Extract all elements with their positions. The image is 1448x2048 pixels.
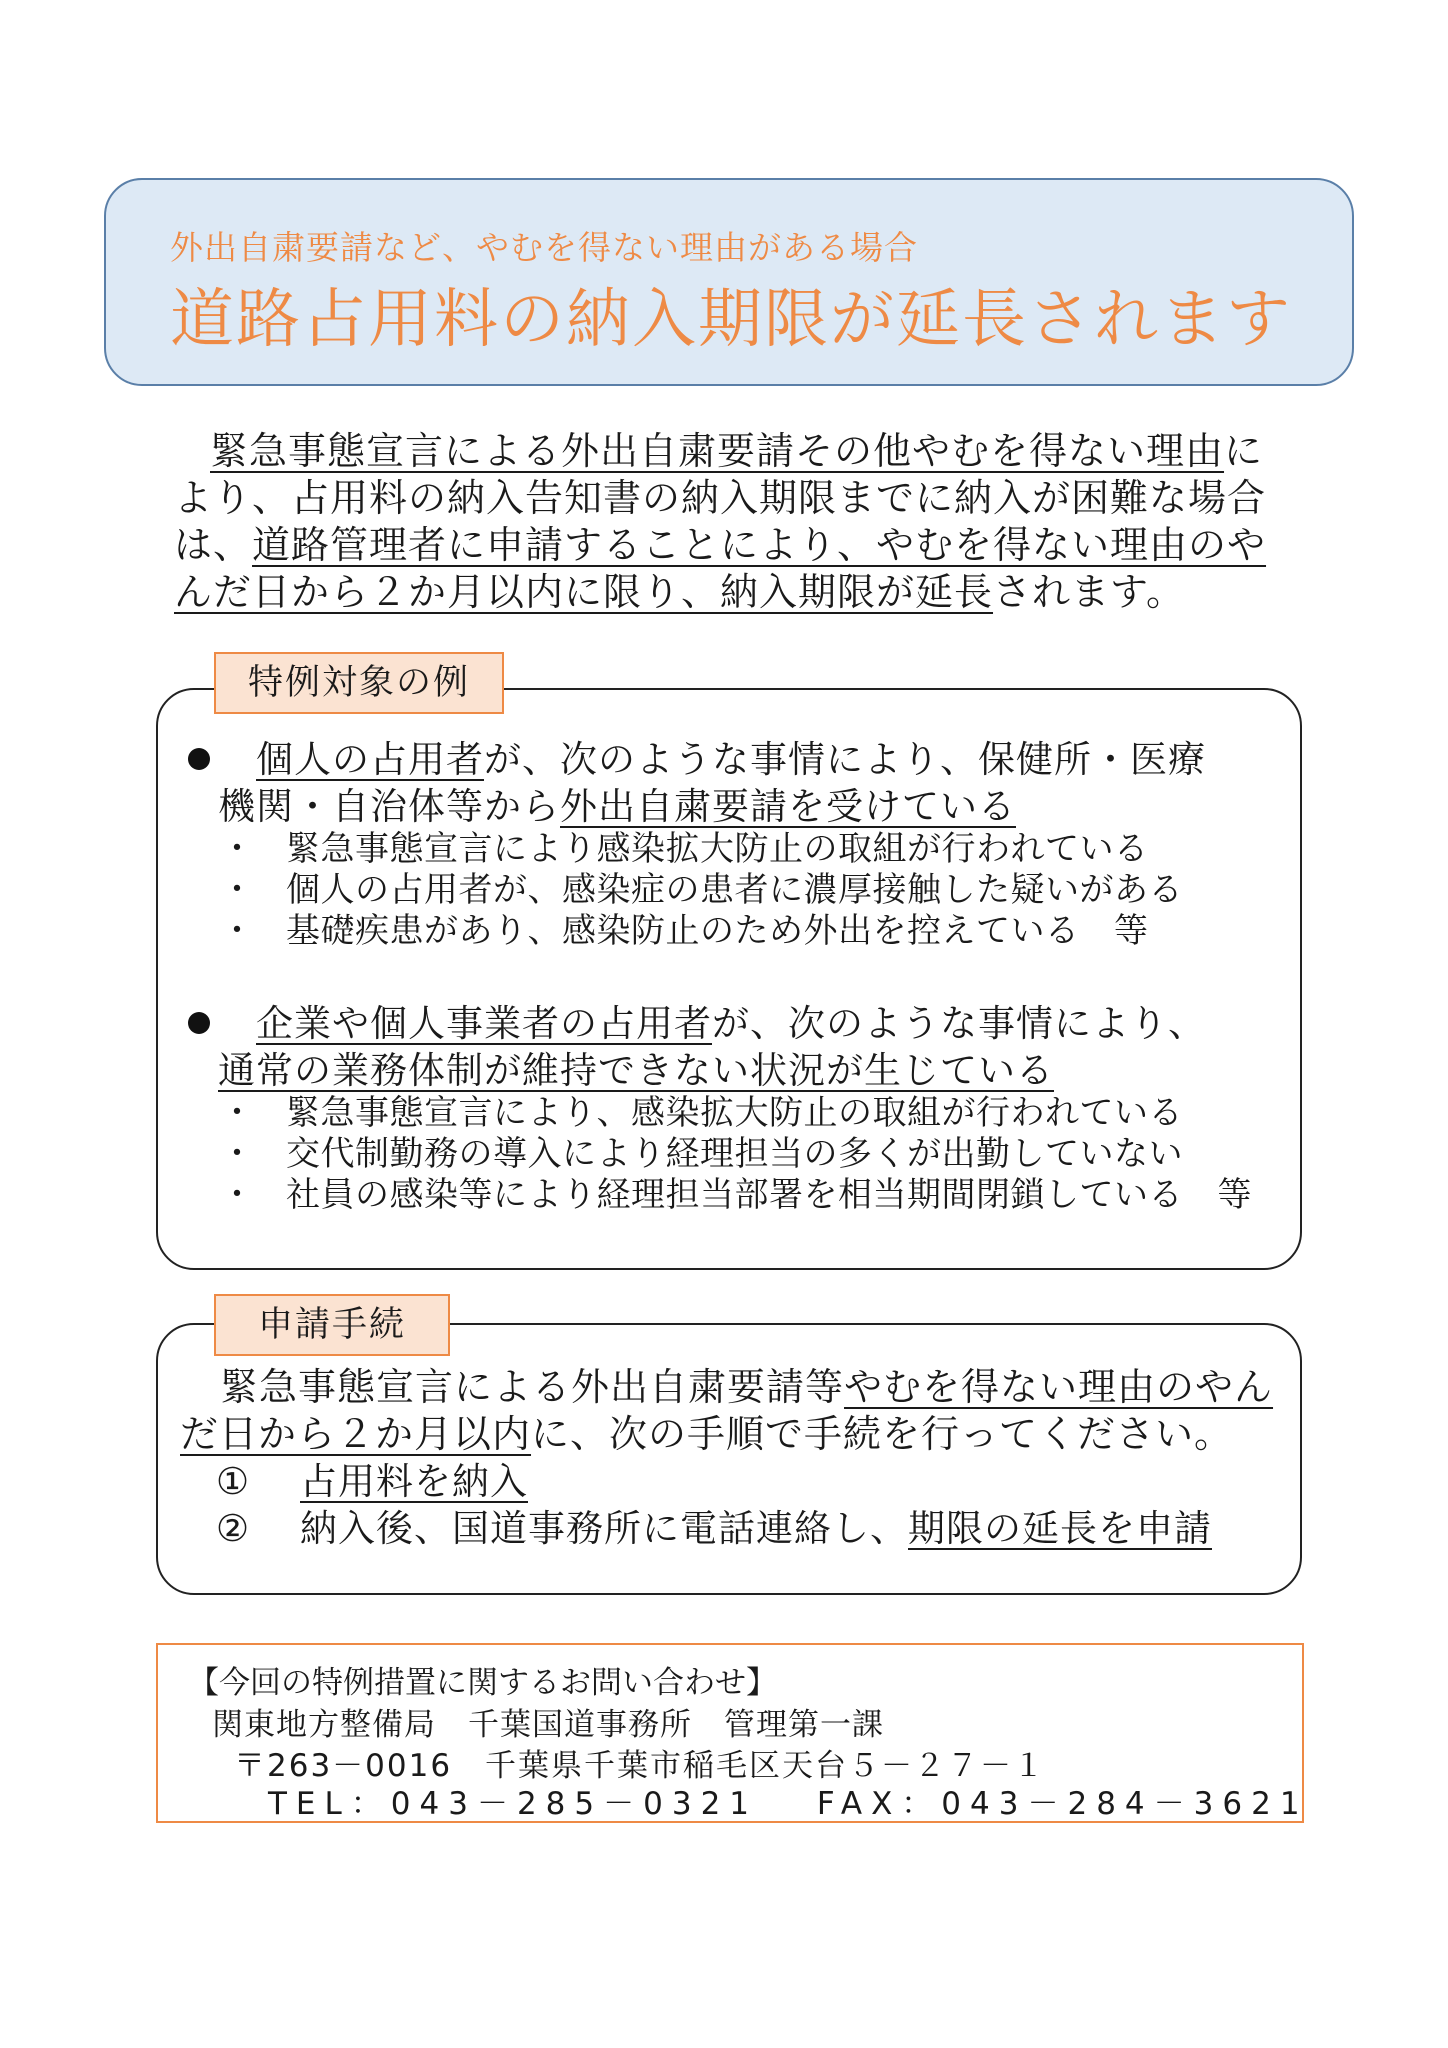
bullet-point: ・	[220, 870, 255, 910]
group1-item-text: 緊急事態宣言により感染拡大防止の取組が行われている	[286, 829, 1149, 869]
contact-org: 関東地方整備局 千葉国道事務所 管理第一課	[212, 1707, 884, 1743]
group1-heading-text2: 機関・自治体等から	[218, 785, 560, 828]
group2-condition: 通常の業務体制が維持できない状況が生じている	[218, 1049, 1054, 1092]
header-subtitle: 外出自粛要請など、やむを得ない理由がある場合	[170, 228, 918, 267]
contact-title: 【今回の特例措置に関するお問い合わせ】	[188, 1665, 777, 1701]
bullet-point: ・	[220, 1134, 255, 1174]
group1-item-text: 基礎疾患があり、感染防止のため外出を控えている 等	[286, 911, 1149, 951]
step-text: 占用料を納入	[300, 1460, 528, 1503]
group2-heading	[256, 1000, 1206, 1047]
intro-line-1	[174, 428, 1274, 475]
group1-item	[220, 911, 1149, 952]
page-title: 道路占用料の納入期限が延長されます	[170, 283, 1292, 357]
group1-heading	[256, 736, 1206, 783]
contact-box	[156, 1643, 1309, 1823]
examples-tag: 特例対象の例	[214, 652, 504, 714]
step-number: ②	[216, 1507, 251, 1550]
group2-item-text: 緊急事態宣言により、感染拡大防止の取組が行われている	[286, 1093, 1183, 1133]
procedure-underline: やむを得ない理由のやん	[844, 1365, 1274, 1409]
procedure-text: 緊急事態宣言による外出自粛要請等	[220, 1365, 845, 1409]
step-number: ①	[216, 1460, 251, 1503]
contact-phone-fax: TEL：043－285－0321 FAX：043－284－3621	[268, 1786, 1309, 1822]
group2-item	[220, 1175, 1252, 1216]
group1-item	[220, 829, 1149, 870]
intro-line-4	[174, 569, 1274, 616]
intro-line-3	[174, 522, 1274, 569]
step-text: 納入後、国道事務所に電話連絡し、	[300, 1507, 908, 1550]
intro-text: されます。	[993, 570, 1185, 614]
group1-subject: 個人の占用者	[256, 738, 484, 781]
procedure-text: に、次の手順で手続を行ってください。	[531, 1412, 1234, 1456]
intro-underline: 緊急事態宣言による外出自粛要請その他やむを得ない理由	[210, 429, 1225, 473]
bullet-dot-icon	[188, 748, 210, 770]
group1-condition: 外出自粛要請を受けている	[560, 785, 1016, 828]
group2-item-text: 社員の感染等により経理担当部署を相当期間閉鎖している 等	[286, 1175, 1252, 1215]
intro-text: は、	[174, 523, 253, 567]
step-text-emphasis: 期限の延長を申請	[908, 1507, 1212, 1550]
group1-item-text: 個人の占用者が、感染症の患者に濃厚接触した疑いがある	[286, 870, 1183, 910]
procedure-line-2	[180, 1411, 1290, 1458]
group2-heading-text: が、次のような事情により、	[712, 1002, 1206, 1045]
group1-heading-text: が、次のような事情により、保健所・医療	[484, 738, 1206, 781]
bullet-point: ・	[220, 829, 255, 869]
intro-underline: 道路管理者に申請することにより、やむを得ない理由のや	[252, 523, 1267, 567]
bullet-point: ・	[220, 1175, 255, 1215]
procedure-step-1	[216, 1458, 528, 1505]
bullet-point: ・	[220, 911, 255, 951]
group2-item	[220, 1134, 1183, 1175]
header-box	[104, 178, 1354, 386]
bullet-point: ・	[220, 1093, 255, 1133]
group2-item-text: 交代制勤務の導入により経理担当の多くが出勤していない	[286, 1134, 1183, 1174]
intro-line-2: より、占用料の納入告知書の納入期限までに納入が困難な場合	[174, 476, 1267, 520]
group2-subject: 企業や個人事業者の占用者	[256, 1002, 712, 1045]
procedure-tag: 申請手続	[214, 1294, 450, 1356]
procedure-step-2	[216, 1505, 1212, 1552]
procedure-line-1	[220, 1364, 1330, 1411]
group2-heading-line2	[218, 1047, 1054, 1094]
group1-item	[220, 870, 1183, 911]
group1-heading-line2	[218, 783, 1016, 830]
intro-paragraph	[174, 428, 1274, 616]
intro-text: に	[1224, 429, 1264, 473]
intro-underline: んだ日から２か月以内に限り、納入期限が延長	[174, 570, 994, 614]
bullet-dot-icon	[188, 1012, 210, 1034]
contact-address: 〒263－0016 千葉県千葉市稲毛区天台５－２７－１	[234, 1748, 1047, 1784]
group2-item	[220, 1093, 1183, 1134]
procedure-underline: だ日から２か月以内	[180, 1412, 532, 1456]
